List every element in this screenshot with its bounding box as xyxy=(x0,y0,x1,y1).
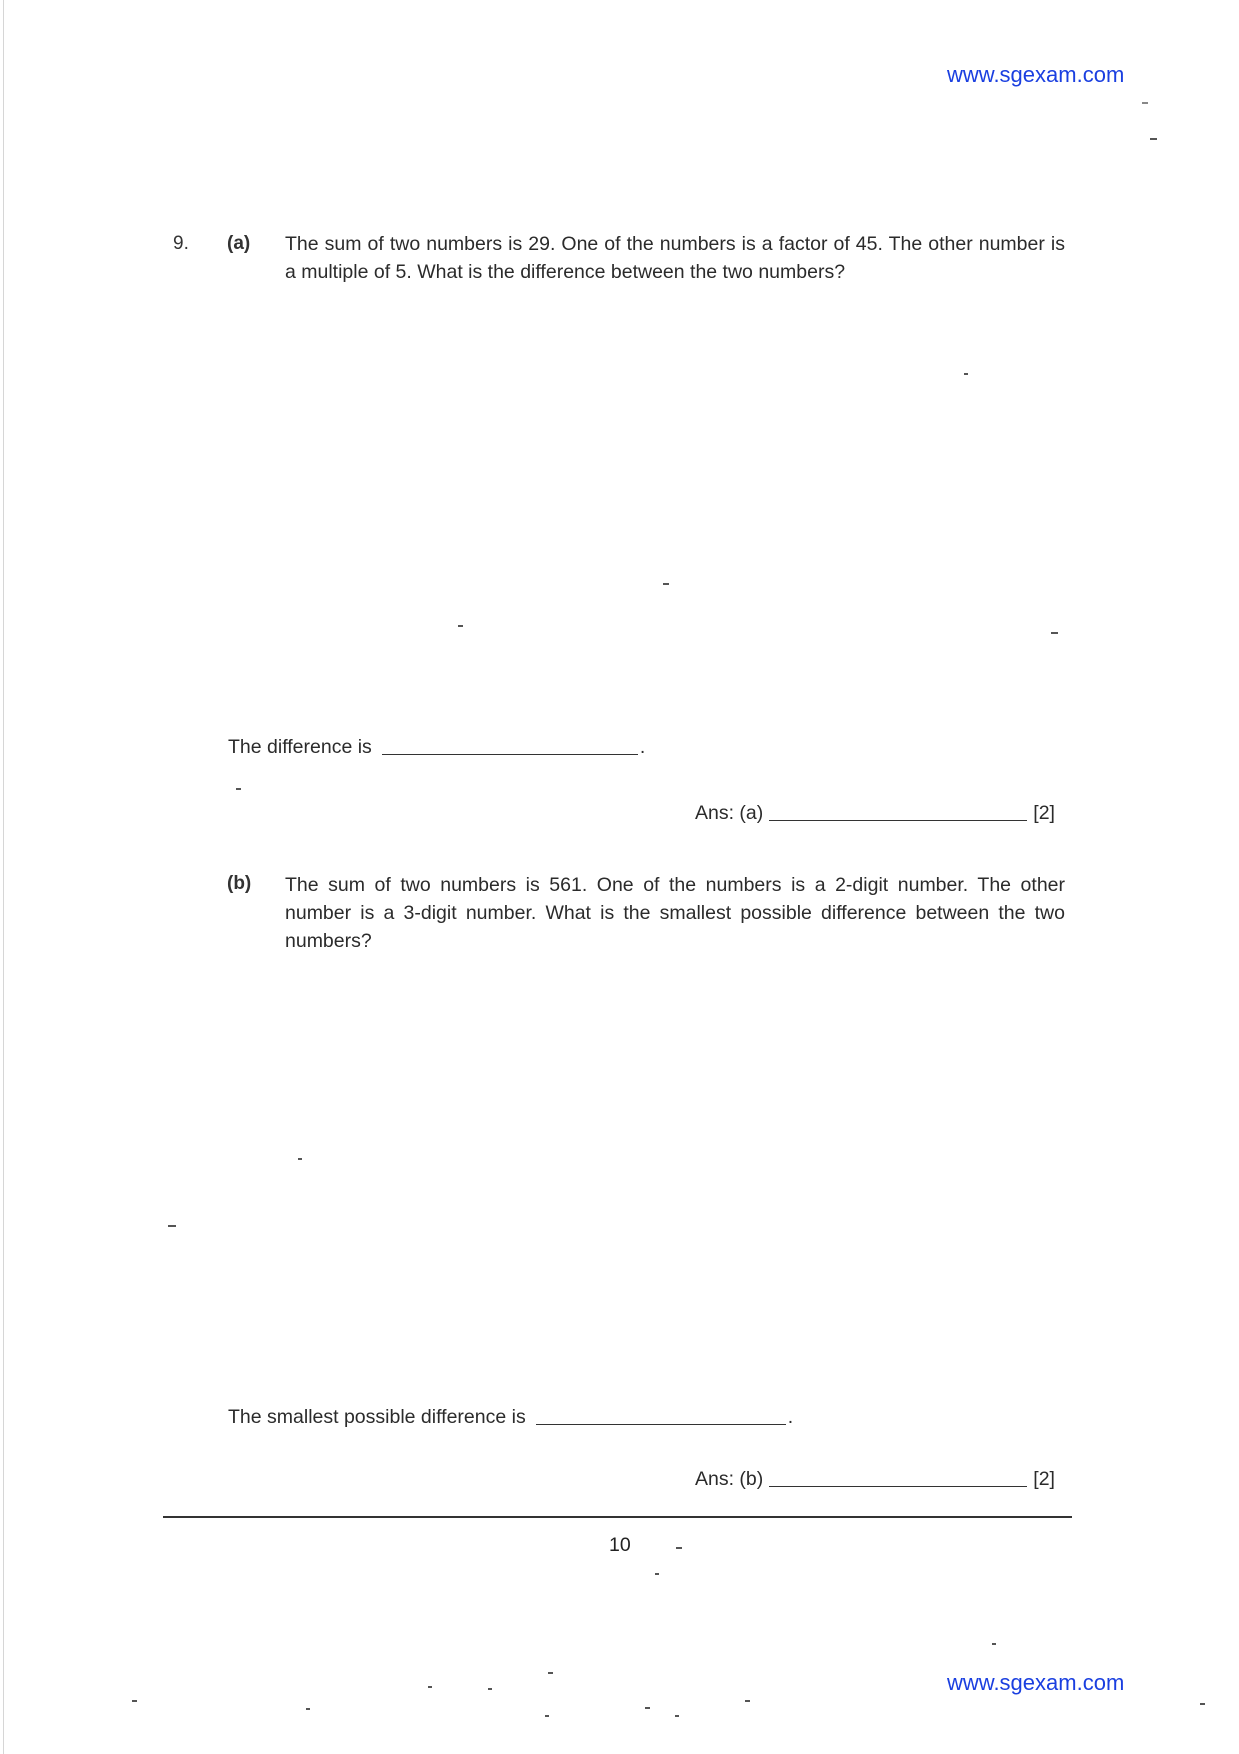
scan-speck xyxy=(675,1715,679,1717)
part-b-statement-blank[interactable] xyxy=(536,1423,786,1425)
part-b-label: (b) xyxy=(227,873,252,894)
footer-rule xyxy=(163,1516,1072,1518)
scan-speck xyxy=(655,1573,659,1575)
part-a-ans-blank[interactable] xyxy=(769,820,1027,821)
scan-speck xyxy=(676,1547,682,1549)
part-a-question-text: The sum of two numbers is 29. One of the numbers is a factor of 45. The other number is a multiple of 5. What is the difference between the two numbers? xyxy=(285,233,1065,283)
scan-speck xyxy=(428,1686,432,1688)
scan-speck xyxy=(1051,632,1058,634)
part-a-marks: [2] xyxy=(1033,802,1055,824)
scan-speck xyxy=(545,1715,549,1717)
part-a-ans-label: Ans: (a) xyxy=(695,802,764,824)
scan-speck xyxy=(132,1700,137,1702)
part-a-statement-period: . xyxy=(639,736,646,758)
part-b-question-text: The sum of two numbers is 561. One of the numbers is a 2-digit number. The other number is a 3-digit number. What is the smallest possible difference between the two numbers? xyxy=(285,874,1065,952)
part-a-answer-row xyxy=(695,802,1055,825)
part-b-answer-row xyxy=(695,1468,1055,1491)
part-b-ans-blank[interactable] xyxy=(769,1486,1027,1487)
scan-speck xyxy=(1200,1703,1205,1705)
scan-speck xyxy=(458,625,463,627)
scan-speck xyxy=(1142,102,1148,104)
scan-speck xyxy=(745,1700,750,1702)
scan-speck xyxy=(548,1672,553,1674)
scan-speck xyxy=(663,583,669,585)
part-a-label: (a) xyxy=(227,233,251,254)
scan-speck xyxy=(1150,138,1157,140)
part-b-answer-statement xyxy=(228,1406,793,1429)
part-b-ans-label: Ans: (b) xyxy=(695,1468,764,1490)
scan-speck xyxy=(964,373,968,375)
header-site-link[interactable]: www.sgexam.com xyxy=(947,62,1125,87)
scan-speck xyxy=(306,1708,310,1710)
part-b-statement-period: . xyxy=(787,1406,794,1428)
footer-site-link[interactable]: www.sgexam.com xyxy=(947,1670,1125,1695)
scan-speck xyxy=(645,1707,650,1709)
scan-speck xyxy=(236,788,241,790)
page-number: 10 xyxy=(609,1534,631,1556)
question-number: 9. xyxy=(173,233,189,254)
page-edge xyxy=(3,0,4,1754)
part-b-marks: [2] xyxy=(1033,1468,1055,1490)
part-a-statement-text: The difference is xyxy=(228,736,372,758)
part-a-statement-blank[interactable] xyxy=(382,753,638,755)
scan-speck xyxy=(168,1225,176,1227)
scan-speck xyxy=(488,1688,492,1690)
part-a-answer-statement xyxy=(228,736,645,759)
scan-speck xyxy=(298,1158,302,1160)
scan-speck xyxy=(992,1643,996,1645)
part-b-statement-text: The smallest possible difference is xyxy=(228,1406,526,1428)
